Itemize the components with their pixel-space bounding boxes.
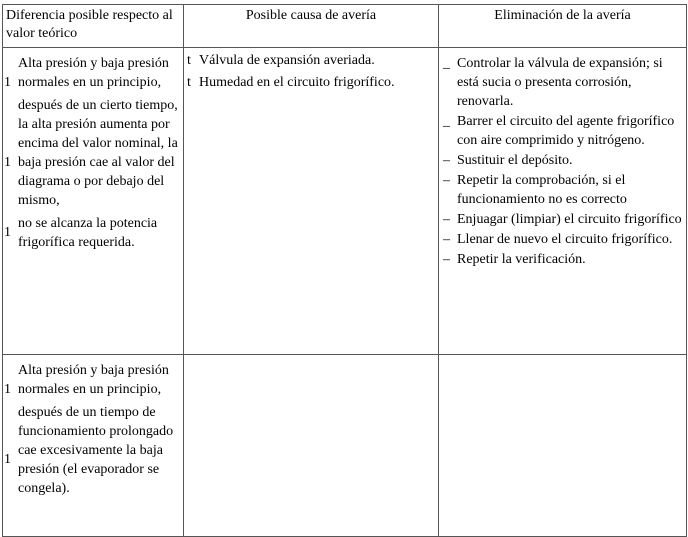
list-item [3, 214, 183, 252]
list-item [439, 112, 686, 150]
remedy-text: Llenar de nuevo el circuito frigorífico. [457, 232, 673, 247]
bullet-mark: 1 [4, 452, 11, 467]
difference-text: después de un cierto tiempo, la alta presión aumenta por encima del valor nominal, la baja presión cae al valor del diagrama o por debajo del mismo, [18, 98, 178, 208]
table-row [3, 355, 687, 537]
remedy-text: Sustituir el depósito. [457, 153, 573, 168]
list-item [439, 54, 686, 111]
list-item [3, 361, 183, 399]
difference-text: después de un tiempo de funcionamiento prolongado cae excesivamente la baja presión (el evaporador se congela). [18, 405, 174, 496]
cause-text: Válvula de expansión averiada. [199, 53, 375, 68]
list-item [3, 96, 183, 210]
difference-text: no se alcanza la potencia frigorífica requerida. [18, 216, 158, 250]
list-item [3, 403, 183, 498]
list-item [439, 171, 686, 209]
list-item [439, 151, 686, 170]
bullet-mark: – [443, 212, 450, 227]
bullet-mark: 1 [4, 75, 11, 90]
fault-table [2, 4, 687, 537]
bullet-mark: _ [443, 56, 450, 71]
difference-cell [3, 355, 184, 537]
bullet-mark: – [443, 232, 450, 247]
list-item [184, 51, 438, 70]
list-item [439, 230, 686, 249]
list-item [439, 210, 686, 229]
remedy-text: Controlar la válvula de expansión; si está sucia o presenta corrosión, renovarla. [457, 56, 663, 109]
difference-text: Alta presión y baja presión normales en un principio, [18, 363, 169, 397]
bullet-mark: 1 [4, 155, 11, 170]
cause-text: Humedad en el circuito frigorífico. [199, 75, 395, 90]
remedy-cell [439, 355, 687, 537]
difference-cell [3, 48, 184, 355]
bullet-mark: – [443, 153, 450, 168]
bullet-mark: – [443, 173, 450, 188]
header-difference: Diferencia posible respecto al valor teórico [3, 5, 184, 48]
table-row [3, 48, 687, 355]
remedy-cell [439, 48, 687, 355]
remedy-text: Enjuagar (limpiar) el circuito frigorífico [457, 212, 682, 227]
cause-cell [184, 355, 439, 537]
bullet-mark: 1 [4, 225, 11, 240]
list-item [184, 73, 438, 92]
bullet-mark: _ [443, 114, 450, 129]
list-item [439, 250, 686, 269]
cause-cell [184, 48, 439, 355]
remedy-text: Repetir la verificación. [457, 252, 586, 267]
remedy-text: Repetir la comprobación, si el funcionamiento no es correcto [457, 173, 627, 207]
list-item [3, 54, 183, 92]
bullet-mark: t [187, 53, 191, 68]
header-row [3, 5, 687, 48]
bullet-mark: – [443, 252, 450, 267]
bullet-mark: 1 [4, 382, 11, 397]
remedy-text: Barrer el circuito del agente frigorífico con aire comprimido y nitrógeno. [457, 114, 675, 148]
bullet-mark: t [187, 75, 191, 90]
header-cause: Posible causa de avería [184, 5, 439, 48]
header-remedy: Eliminación de la avería [439, 5, 687, 48]
difference-text: Alta presión y baja presión normales en un principio, [18, 56, 169, 90]
